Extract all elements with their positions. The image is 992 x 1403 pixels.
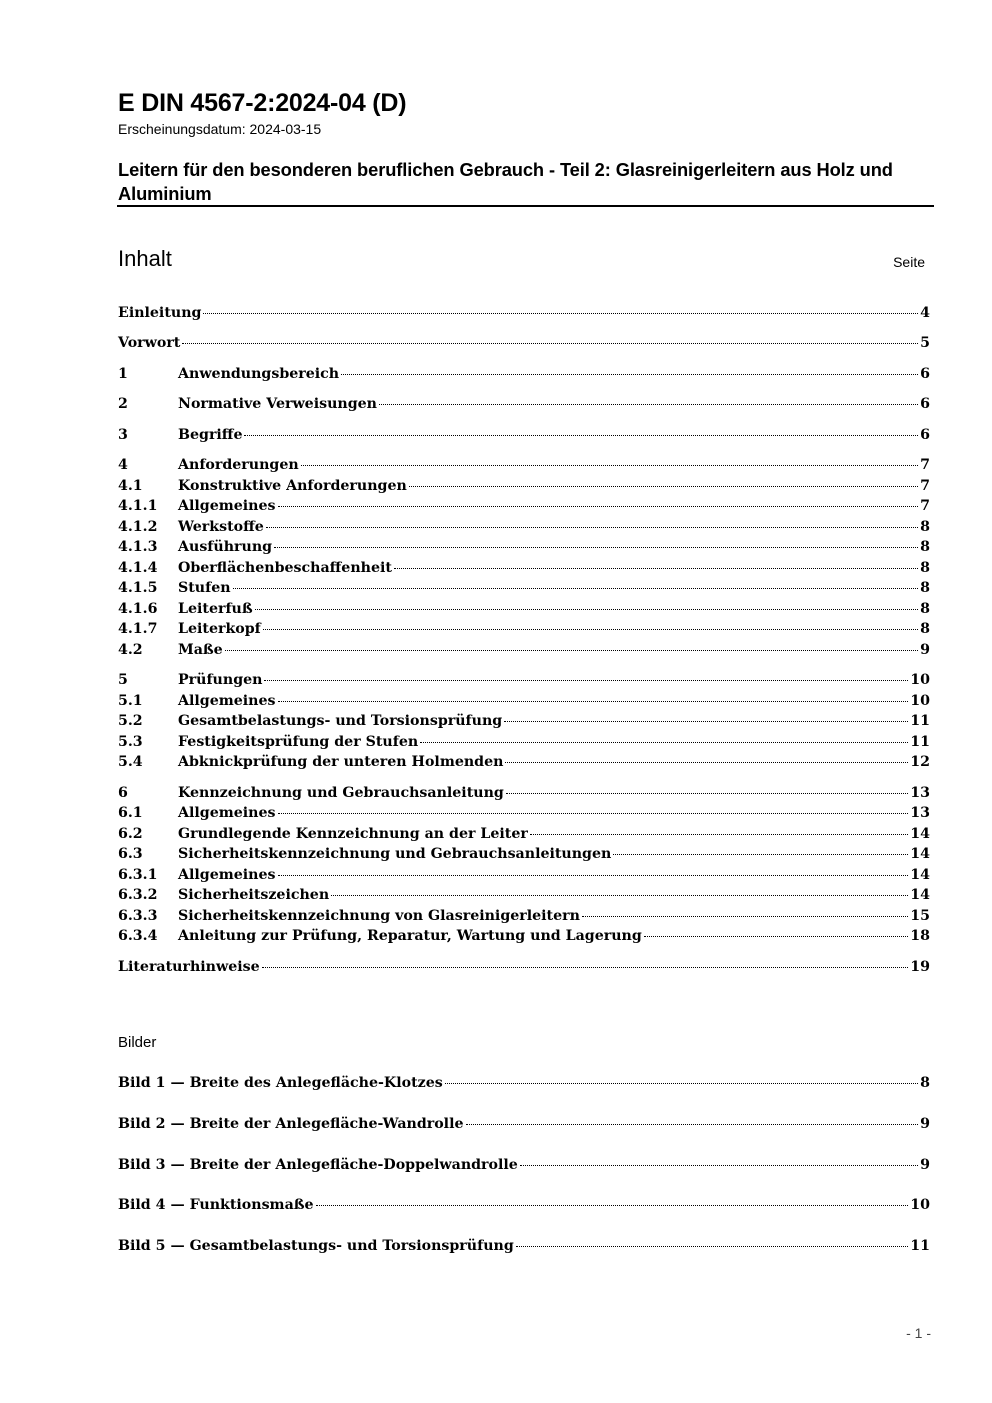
figure-entry[interactable] [118, 1114, 930, 1134]
toc-entry-label: Anforderungen [178, 457, 299, 473]
toc-entry-page: 14 [910, 846, 930, 862]
toc-entry-number: 6 [118, 785, 128, 801]
toc-entry[interactable] [118, 885, 930, 905]
toc-entry-number: 6.3.1 [118, 867, 158, 883]
toc-entry-label: Leiterfuß [178, 601, 253, 617]
dot-leader [262, 967, 909, 968]
toc-entry-number: 5.3 [118, 734, 143, 750]
toc-entry-number: 3 [118, 427, 128, 443]
toc-entry-page: 10 [910, 672, 930, 688]
toc-entry[interactable] [118, 844, 930, 864]
toc-heading: Inhalt [118, 246, 172, 271]
toc-entry-label: Prüfungen [178, 672, 263, 688]
toc-entry[interactable] [118, 517, 930, 537]
toc-entry-label: Kennzeichnung und Gebrauchsanleitung [178, 785, 504, 801]
toc-entry-label: Konstruktive Anforderungen [178, 478, 407, 494]
toc-entry-number: 4.1.7 [118, 621, 158, 637]
toc-entry-page: 8 [920, 1075, 930, 1091]
toc-entry-label: Sicherheitskennzeichnung und Gebrauchsanleitungen [178, 846, 612, 862]
toc-entry-number: 4.1 [118, 478, 143, 494]
toc-entry-number: 5 [118, 672, 128, 688]
toc-entry-page: 8 [920, 519, 930, 535]
dot-leader [505, 762, 908, 763]
toc-entry-label: Bild 4 — Funktionsmaße [118, 1197, 314, 1213]
toc-entry[interactable] [118, 906, 930, 926]
document-id: E DIN 4567-2:2024-04 (D) [118, 89, 407, 117]
toc-entry-label: Sicherheitszeichen [178, 887, 330, 903]
toc-entry-label: Grundlegende Kennzeichnung an der Leiter [178, 826, 528, 842]
toc-entry-label: Maße [178, 642, 223, 658]
toc-entry-label: Bild 2 — Breite der Anlegefläche-Wandrolle [118, 1116, 464, 1132]
toc-entry-page: 8 [920, 621, 930, 637]
toc-entry-number: 6.2 [118, 826, 143, 842]
toc-entry[interactable] [118, 303, 930, 323]
toc-entry-page: 19 [910, 959, 930, 975]
dot-leader [466, 1124, 919, 1125]
dot-leader [182, 343, 918, 344]
toc-entry[interactable] [118, 711, 930, 731]
toc-entry-number: 2 [118, 396, 128, 412]
toc-entry-label: Sicherheitskennzeichnung von Glasreinigerleitern [178, 908, 580, 924]
dot-leader [316, 1205, 909, 1206]
dot-leader [379, 404, 918, 405]
toc-entry-page: 14 [910, 826, 930, 842]
dot-leader [520, 1165, 918, 1166]
toc-entry-page: 5 [920, 335, 930, 351]
toc-entry-label: Allgemeines [178, 693, 276, 709]
dot-leader [278, 813, 909, 814]
toc-entry-label: Begriffe [178, 427, 243, 443]
toc-entry-page: 12 [910, 754, 930, 770]
dot-leader [263, 629, 918, 630]
toc-entry[interactable] [118, 803, 930, 823]
toc-entry-label: Bild 3 — Breite der Anlegefläche-Doppelwandrolle [118, 1157, 518, 1173]
toc-entry-page: 8 [920, 560, 930, 576]
toc-entry[interactable] [118, 537, 930, 557]
dot-leader [394, 568, 918, 569]
toc-entry-number: 4.1.4 [118, 560, 158, 576]
toc-entry-number: 4.1.5 [118, 580, 158, 596]
dot-leader [644, 936, 908, 937]
toc-entry-number: 1 [118, 366, 128, 382]
toc-entry[interactable] [118, 691, 930, 711]
title-divider [117, 205, 934, 207]
toc-entry-page: 8 [920, 601, 930, 617]
toc-entry[interactable] [118, 599, 930, 619]
toc-entry[interactable] [118, 333, 930, 353]
toc-entry-number: 4.1.2 [118, 519, 158, 535]
toc-entry[interactable] [118, 364, 930, 384]
figure-entry[interactable] [118, 1073, 930, 1093]
toc-entry-label: Werkstoffe [178, 519, 264, 535]
dot-leader [530, 834, 908, 835]
dot-leader [582, 916, 908, 917]
dot-leader [506, 793, 908, 794]
dot-leader [341, 374, 918, 375]
toc-entry-page: 9 [920, 642, 930, 658]
toc-entry[interactable] [118, 578, 930, 598]
toc-entry-label: Oberflächenbeschaffenheit [178, 560, 392, 576]
toc-entry-label: Allgemeines [178, 805, 276, 821]
figure-entry[interactable] [118, 1195, 930, 1215]
dot-leader [266, 527, 918, 528]
toc-entry-label: Anwendungsbereich [178, 366, 340, 382]
toc-entry-number: 6.3 [118, 846, 143, 862]
toc-entry-label: Vorwort [118, 335, 181, 351]
toc-entry-label: Bild 1 — Breite des Anlegefläche-Klotzes [118, 1075, 443, 1091]
dot-leader [504, 721, 908, 722]
toc-entry[interactable] [118, 752, 930, 772]
toc-entry-label: Ausführung [178, 539, 273, 555]
dot-leader [244, 435, 918, 436]
toc-entry-number: 4 [118, 457, 128, 473]
dot-leader [331, 895, 908, 896]
dot-leader [420, 742, 908, 743]
toc-entry-number: 4.1.3 [118, 539, 158, 555]
toc-entry[interactable] [118, 957, 930, 977]
toc-entry-number: 4.1.1 [118, 498, 158, 514]
toc-entry-number: 5.4 [118, 754, 143, 770]
toc-entry-page: 7 [920, 478, 930, 494]
toc-entry[interactable] [118, 732, 930, 752]
toc-entry-page: 10 [910, 1197, 930, 1213]
toc-entry-number: 6.1 [118, 805, 143, 821]
toc-entry-page: 14 [910, 887, 930, 903]
dot-leader [613, 854, 908, 855]
dot-leader [278, 701, 909, 702]
toc-entry-number: 4.2 [118, 642, 143, 658]
toc-entry-page: 6 [920, 366, 930, 382]
toc-entry-page: 13 [910, 805, 930, 821]
toc-entry-page: 15 [910, 908, 930, 924]
toc-entry-label: Anleitung zur Prüfung, Reparatur, Wartung und Lagerung [178, 928, 642, 944]
publication-date: Erscheinungsdatum: 2024-03-15 [118, 121, 322, 137]
toc-entry[interactable] [118, 558, 930, 578]
toc-entry-page: 10 [910, 693, 930, 709]
dot-leader [278, 506, 919, 507]
page-number: - 1 - [906, 1325, 931, 1341]
toc-entry-page: 14 [910, 867, 930, 883]
toc-entry[interactable] [118, 619, 930, 639]
toc-entry-label: Literaturhinweise [118, 959, 260, 975]
toc-page-column-label: Seite [893, 254, 925, 270]
toc-entry-label: Abknickprüfung der unteren Holmenden [178, 754, 504, 770]
dot-leader [264, 680, 908, 681]
toc-entry-label: Allgemeines [178, 867, 276, 883]
toc-entry-number: 5.2 [118, 713, 143, 729]
toc-entry-number: 4.1.6 [118, 601, 158, 617]
toc-entry[interactable] [118, 926, 930, 946]
dot-leader [255, 609, 918, 610]
toc-entry-label: Einleitung [118, 305, 202, 321]
toc-entry[interactable] [118, 670, 930, 690]
toc-entry[interactable] [118, 455, 930, 475]
figures-heading: Bilder [118, 1034, 157, 1051]
dot-leader [409, 486, 918, 487]
toc-entry-page: 8 [920, 539, 930, 555]
toc-entry[interactable] [118, 865, 930, 885]
toc-entry-page: 9 [920, 1157, 930, 1173]
toc-entry-page: 8 [920, 580, 930, 596]
dot-leader [233, 588, 919, 589]
toc-entry-page: 11 [910, 713, 930, 729]
dot-leader [274, 547, 918, 548]
toc-entry-page: 9 [920, 1116, 930, 1132]
toc-entry-number: 6.3.4 [118, 928, 158, 944]
toc-entry-label: Gesamtbelastungs- und Torsionsprüfung [178, 713, 503, 729]
toc-entry[interactable] [118, 425, 930, 445]
toc-entry[interactable] [118, 640, 930, 660]
toc-entry-label: Stufen [178, 580, 231, 596]
toc-entry-label: Festigkeitsprüfung der Stufen [178, 734, 419, 750]
toc-entry-label: Leiterkopf [178, 621, 261, 637]
dot-leader [203, 313, 918, 314]
toc-entry[interactable] [118, 476, 930, 496]
toc-entry-page: 4 [920, 305, 930, 321]
toc-entry[interactable] [118, 394, 930, 414]
toc-entry-page: 7 [920, 457, 930, 473]
toc-entry-label: Normative Verweisungen [178, 396, 377, 412]
toc-entry[interactable] [118, 496, 930, 516]
toc-entry-label: Bild 5 — Gesamtbelastungs- und Torsionsprüfung [118, 1238, 514, 1254]
toc-entry-page: 11 [910, 1238, 930, 1254]
toc-entry-label: Allgemeines [178, 498, 276, 514]
figure-entry[interactable] [118, 1155, 930, 1175]
dot-leader [225, 650, 918, 651]
toc-entry-number: 5.1 [118, 693, 143, 709]
toc-entry[interactable] [118, 824, 930, 844]
toc-entry-page: 11 [910, 734, 930, 750]
dot-leader [445, 1083, 918, 1084]
figure-entry[interactable] [118, 1236, 930, 1256]
dot-leader [301, 465, 918, 466]
dot-leader [278, 875, 909, 876]
toc-entry-number: 6.3.3 [118, 908, 158, 924]
toc-entry-page: 6 [920, 396, 930, 412]
toc-entry-number: 6.3.2 [118, 887, 158, 903]
toc-entry-page: 13 [910, 785, 930, 801]
dot-leader [516, 1246, 908, 1247]
toc-entry-page: 18 [910, 928, 930, 944]
toc-entry-page: 7 [920, 498, 930, 514]
document-title: Leitern für den besonderen beruflichen Gebrauch - Teil 2: Glasreinigerleitern aus Holz und Aluminium [118, 159, 893, 204]
toc-entry[interactable] [118, 783, 930, 803]
toc-entry-page: 6 [920, 427, 930, 443]
